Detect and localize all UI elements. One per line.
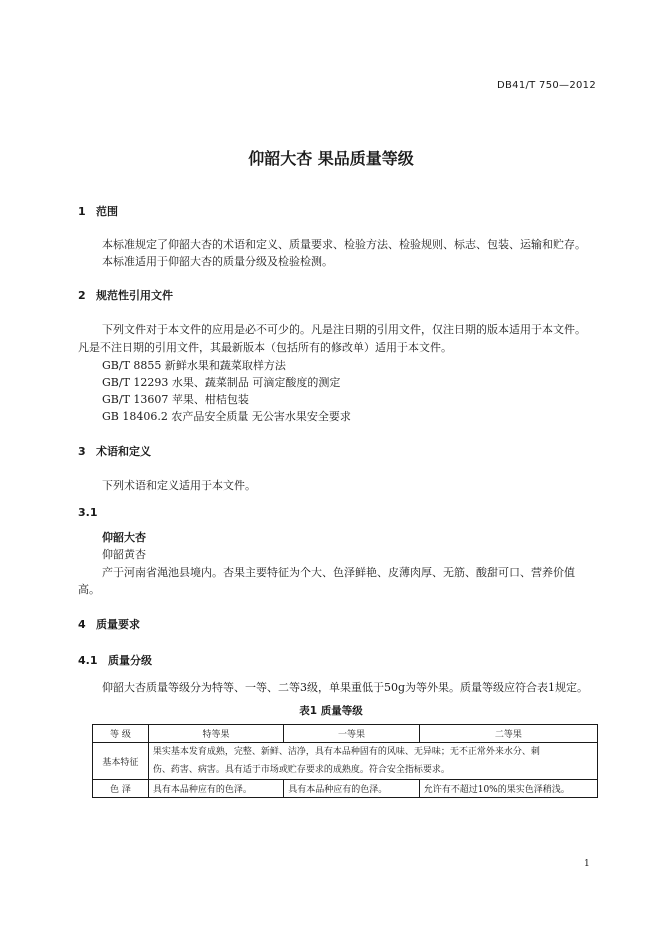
section-3-title: 术语和定义 bbox=[96, 445, 151, 458]
scope-paragraph-2: 本标准适用于仰韶大杏的质量分级及检验检测。 bbox=[102, 255, 333, 268]
document-title: 仰韶大杏 果品质量等级 bbox=[248, 149, 414, 168]
term-definition-line-2: 高。 bbox=[78, 583, 100, 596]
scope-paragraph-1: 本标准规定了仰韶大杏的术语和定义、质量要求、检验方法、检验规则、标志、包装、运输和贮存。 bbox=[102, 238, 586, 251]
basic-features-cell bbox=[148, 743, 597, 780]
term-number: 3.1 bbox=[78, 506, 98, 519]
terms-intro: 下列术语和定义适用于本文件。 bbox=[102, 479, 256, 492]
table-header-row bbox=[93, 725, 598, 743]
reference-item: GB/T 13607 苹果、柑桔包装 bbox=[102, 393, 249, 406]
header-grade: 等 级 bbox=[93, 725, 149, 743]
color-premium-cell: 具有本品种应有的色泽。 bbox=[148, 780, 283, 798]
subsection-4-1-title: 质量分级 bbox=[108, 654, 152, 667]
references-intro-line-1: 下列文件对于本文件的应用是必不可少的。凡是注日期的引用文件，仅注日期的版本适用于本文件。 bbox=[102, 323, 586, 336]
table-caption: 表1 质量等级 bbox=[299, 705, 363, 717]
section-2-heading bbox=[78, 287, 173, 303]
subsection-4-1-number: 4.1 bbox=[78, 654, 98, 667]
section-3-heading bbox=[78, 443, 151, 459]
section-2-title: 规范性引用文件 bbox=[96, 289, 173, 302]
term-definition-line-1: 产于河南省渑池县境内。杏果主要特征为个大、色泽鲜艳、皮薄肉厚、无筋、酸甜可口、营养价值 bbox=[102, 566, 575, 579]
section-1-heading bbox=[78, 203, 118, 219]
term-alias: 仰韶黄杏 bbox=[102, 548, 146, 561]
section-4-number: 4 bbox=[78, 618, 86, 631]
header-premium: 特等果 bbox=[148, 725, 283, 743]
references-intro-line-2: 凡是不注日期的引用文件，其最新版本（包括所有的修改单）适用于本文件。 bbox=[78, 341, 452, 354]
quality-grade-table bbox=[92, 724, 598, 798]
term-name: 仰韶大杏 bbox=[102, 531, 146, 544]
reference-item: GB 18406.2 农产品安全质量 无公害水果安全要求 bbox=[102, 410, 351, 423]
header-second-grade: 二等果 bbox=[419, 725, 597, 743]
subsection-4-1-heading bbox=[78, 652, 152, 668]
header-first-grade: 一等果 bbox=[284, 725, 419, 743]
table-row bbox=[93, 743, 598, 780]
page-number: 1 bbox=[584, 859, 590, 869]
section-1-number: 1 bbox=[78, 205, 86, 218]
basic-features-line-1: 果实基本发育成熟，完整、新鲜、洁净，具有本品种固有的风味、无异味；无不正常外来水分、刺 bbox=[152, 747, 540, 757]
color-second-grade-cell: 允许有不超过10%的果实色泽稍浅。 bbox=[419, 780, 597, 798]
color-first-grade-cell: 具有本品种应有的色泽。 bbox=[284, 780, 419, 798]
table-row bbox=[93, 780, 598, 798]
section-1-title: 范围 bbox=[96, 205, 118, 218]
section-3-number: 3 bbox=[78, 445, 86, 458]
reference-item: GB/T 12293 水果、蔬菜制品 可滴定酸度的测定 bbox=[102, 376, 341, 389]
section-2-number: 2 bbox=[78, 289, 86, 302]
standard-code: DB41/T 750—2012 bbox=[497, 80, 596, 91]
row-label-color: 色 泽 bbox=[93, 780, 149, 798]
grading-paragraph: 仰韶大杏质量等级分为特等、一等、二等3级，单果重低于50g为等外果。质量等级应符合表1规定。 bbox=[102, 681, 589, 694]
basic-features-line-2: 伤、药害、病害。具有适于市场或贮存要求的成熟度。符合安全指标要求。 bbox=[152, 765, 450, 775]
row-label-basic-features: 基本特征 bbox=[93, 743, 149, 780]
reference-item: GB/T 8855 新鲜水果和蔬菜取样方法 bbox=[102, 359, 286, 372]
section-4-heading bbox=[78, 616, 140, 632]
section-4-title: 质量要求 bbox=[96, 618, 140, 631]
